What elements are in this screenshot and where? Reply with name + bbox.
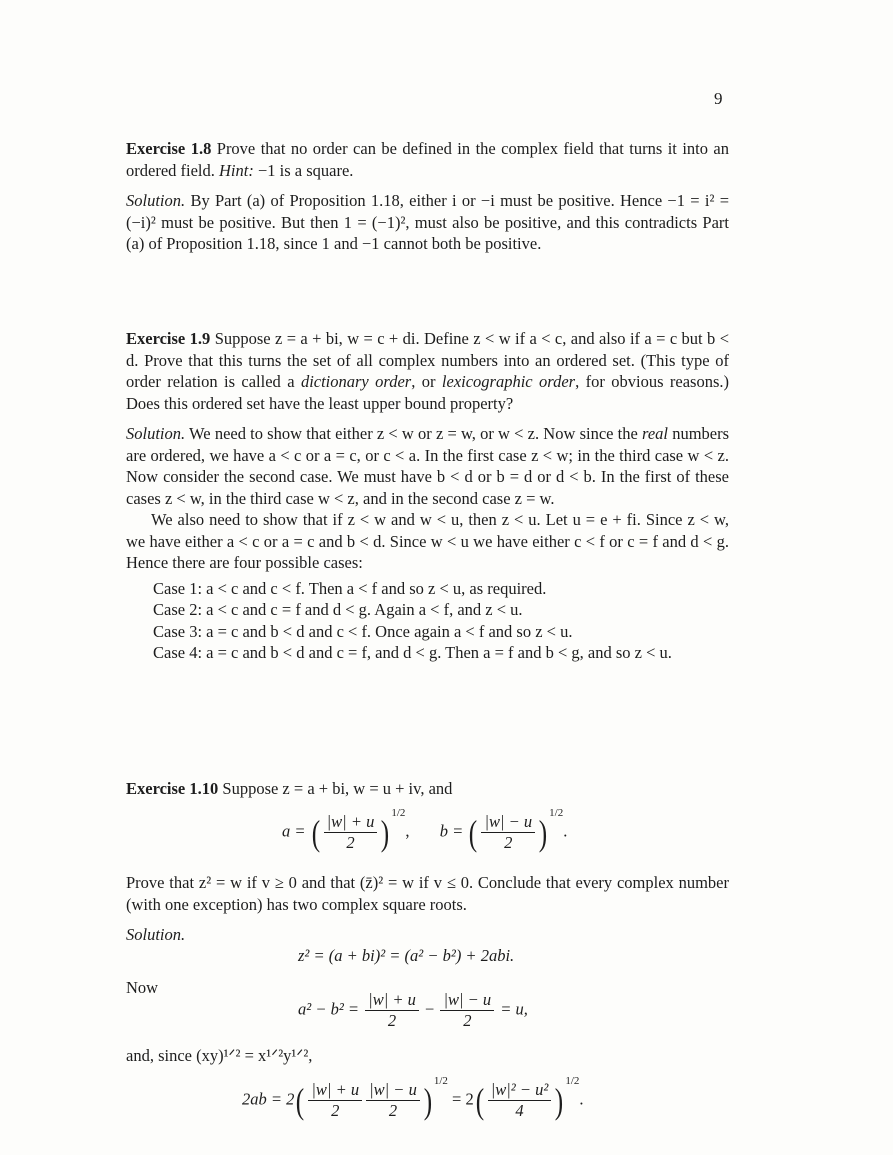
case-line: Case 3: a = c and b < d and c < f. Once again a < f and so z < u. — [153, 621, 573, 641]
denominator: 2 — [463, 1011, 472, 1030]
equation-z-squared: z² = (a + bi)² = (a² − b²) + 2abi. — [298, 946, 515, 965]
eq-lhs: b = — [439, 821, 464, 841]
left-paren: ( — [311, 812, 320, 853]
exercise-heading: Exercise 1.8 — [126, 139, 212, 158]
right-paren: ) — [555, 1080, 564, 1121]
solution-text: By Part (a) of Proposition 1.18, either i or −i must be positive. Hence −1 = i² = (−i)² must be positive. But then 1 = (−1)², must also be positive, and this contradicts Part (a) of Proposition 1.18, since 1 and −1 cannot both be positive. — [126, 191, 730, 253]
eq-lhs: a² − b² = — [298, 999, 360, 1019]
denominator: 2 — [387, 1011, 397, 1030]
minus-sign: − — [425, 999, 435, 1019]
term-lexicographic-order: lexicographic order — [441, 372, 576, 391]
exercise-heading: Exercise 1.9 — [126, 329, 211, 348]
exponent: 1/2 — [549, 806, 564, 819]
numerator: |w| − u — [481, 812, 535, 833]
right-paren: ) — [538, 812, 548, 853]
solution-label: Solution. — [126, 191, 186, 210]
solution-text: numbers are ordered, we have a < c or a = c, or c < a. In the first case z < w; in the third case w < z. Now consider the second case. We must have b < d or b = d or d < b. In the first of these cases z < w, in the third case w < z, and in the second case z = w. — [126, 424, 730, 508]
numerator: |w|² − u² — [488, 1080, 552, 1101]
left-paren: ( — [475, 1080, 484, 1121]
exercise-1-9-statement — [126, 328, 729, 414]
now-label: Now — [126, 978, 159, 997]
left-paren: ( — [296, 1080, 305, 1121]
equation-difference — [298, 990, 528, 1031]
page-number: 9 — [714, 89, 723, 108]
case-line: Case 1: a < c and c < f. Then a < f and so z < u, as required. — [153, 578, 547, 598]
and-since-text: and, since (xy)¹ᐟ² = x¹ᐟ²y¹ᐟ², — [126, 1046, 313, 1065]
solution-label: Solution. — [126, 925, 186, 944]
denominator: 2 — [388, 1101, 398, 1120]
exponent: 1/2 — [391, 806, 406, 819]
real-word: real — [642, 424, 669, 443]
exercise-heading: Exercise 1.10 — [126, 779, 219, 798]
fraction — [481, 812, 535, 853]
case-line: Case 2: a < c and c = f and d < g. Again a < f, and z < u. — [153, 600, 523, 619]
fraction — [365, 990, 419, 1031]
exercise-1-9-solution — [126, 423, 729, 509]
comma: , — [405, 821, 410, 841]
exercise-text: , or — [411, 372, 436, 391]
solution-label: Solution. — [126, 424, 186, 443]
equation-2ab — [242, 1074, 584, 1121]
exponent: 1/2 — [565, 1074, 580, 1087]
numerator: |w| − u — [366, 1080, 420, 1101]
exercise-1-8 — [126, 138, 729, 255]
equation-a-b — [282, 806, 568, 853]
period: . — [563, 821, 568, 841]
numerator: |w| − u — [440, 990, 494, 1011]
exercise-text: Suppose z = a + bi, w = c + di. Define z < w if a < c, and also if a = c but b < d. Prove that this turns the set of all complex numbers into an ordered set. (This type of order relation is called a — [126, 329, 729, 391]
case-line: Case 4: a = c and b < d and c = f, and d < g. Then a = f and b < g, and so z < u. — [153, 643, 672, 662]
eq-equals: = 2 — [452, 1089, 474, 1109]
solution-paragraph-2: We also need to show that if z < w and w < u, then z < u. Let u = e + fi. Since z < w, we have either a < c or a = c and b < d. Since w < u we have either c < f or c = f and d < g. Hence there are four possible cases: — [126, 510, 729, 572]
exercise-1-10 — [126, 778, 729, 800]
exercise-1-8-statement — [126, 138, 729, 181]
hint-text: −1 is a square. — [257, 160, 354, 180]
exercise-1-9 — [126, 328, 729, 664]
exercise-text: Suppose z = a + bi, w = u + iv, and — [222, 779, 453, 798]
hint-label: Hint: — [219, 160, 254, 180]
denominator: 2 — [331, 1101, 340, 1120]
exercise-1-8-solution — [126, 190, 729, 255]
eq-lhs: 2ab = 2 — [242, 1089, 295, 1109]
exponent: 1/2 — [433, 1074, 448, 1087]
fraction — [366, 1080, 420, 1121]
numerator: |w| + u — [365, 990, 419, 1011]
numerator: |w| + u — [324, 812, 378, 833]
eq-rhs: = u, — [500, 999, 528, 1019]
exercise-text: Prove that no order can be defined in the complex field that turns it into an ordered field. — [126, 139, 729, 180]
period: . — [579, 1089, 584, 1109]
denominator: 2 — [504, 833, 513, 852]
left-paren: ( — [469, 812, 478, 853]
fraction — [308, 1080, 362, 1121]
fraction — [324, 812, 378, 853]
term-dictionary-order: dictionary order — [300, 372, 412, 391]
numerator: |w| + u — [308, 1080, 362, 1101]
right-paren: ) — [381, 812, 390, 853]
eq-lhs: a = — [282, 821, 306, 841]
exercise-1-10-conclusion — [126, 872, 729, 946]
exercise-1-10-statement — [126, 778, 729, 800]
denominator: 2 — [346, 833, 355, 852]
denominator: 4 — [515, 1101, 524, 1120]
right-paren: ) — [423, 1080, 433, 1121]
exercise-1-10-solution — [126, 924, 729, 946]
exercise-text: , for obvious reasons.) Does this ordered set have the least upper bound property? — [126, 372, 730, 413]
fraction — [488, 1080, 552, 1121]
fraction — [440, 990, 494, 1031]
solution-text: We need to show that either z < w or z = w, or w < z. Now since the — [189, 424, 638, 443]
exercise-text: Prove that z² = w if v ≥ 0 and that (z̄)² = w if v ≤ 0. Conclude that every complex number (with one exception) has two complex square roots. — [126, 873, 729, 914]
